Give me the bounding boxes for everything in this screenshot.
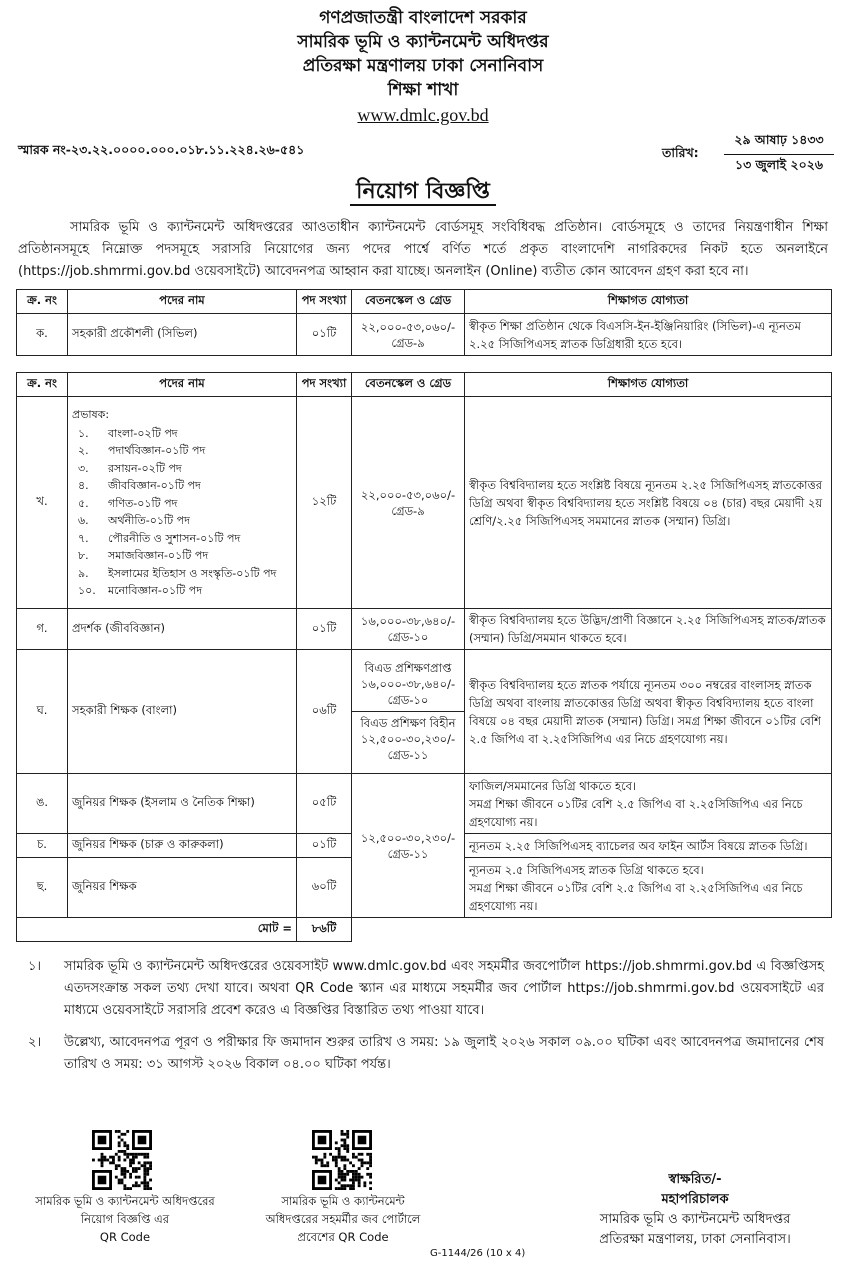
row-post: জুনিয়র শিক্ষক (ইসলাম ও নৈতিক শিক্ষা) [68, 774, 297, 834]
footer [0, 1130, 846, 1270]
intro-paragraph: সামরিক ভূমি ও ক্যান্টনমেন্ট অধিদপ্তরের আওতাধীন ক্যান্টনমেন্ট বোর্ডসমূহ সংবিধিবদ্ধ প্রতিষ্ঠান। বোর্ডসমূহে ও তাদের নিয়ন্ত্রণাধীন শিক্ষা প্রতিষ্ঠানসমূহে নিম্নোক্ত পদসমূহে সরাসরি নিয়োগের জন্য পদের পার্শ্বে বর্ণিত শর্তে প্রকৃত বাংলাদেশি নাগরিকদের নিকট হতে অনলাইনে (https://job.shmrmi.gov.bd ওয়েবসাইটে) আবেদনপত্র আহ্বান করা যাচ্ছে। অনলাইন (Online) ব্যতীত কোন আবেদন গ্রহণ করা হবে না। [18, 220, 828, 279]
pay-scale: ১৬,০০০-৩৮,৬৪০/- [360, 677, 456, 691]
subject-number: ১. [78, 426, 89, 440]
caption-line: প্রবেশের QR Code [297, 1230, 389, 1244]
qual-line: সমগ্র শিক্ষা জীবনে ০১টির বেশি ২.৫ জিপিএ বা ২.২৫সিজিপিএ এর নিচে গ্রহণযোগ্য নয়। [469, 880, 803, 913]
subject-text: সমাজবিজ্ঞান-০১টি পদ [108, 549, 209, 562]
post-table-1 [16, 289, 832, 356]
caption-line: সামরিক ভূমি ও ক্যান্টনমেন্ট [281, 1194, 405, 1208]
subject-number: ৪. [78, 479, 89, 492]
row-post: সহকারী প্রকৌশলী (সিভিল) [68, 314, 297, 356]
col-post: পদের নাম [68, 373, 297, 397]
note-number: ১। [28, 959, 42, 974]
pay-grade: গ্রেড-১০ [387, 693, 429, 707]
date-box [724, 132, 834, 177]
subject-item [72, 495, 292, 513]
pay-grade: গ্রেড-১১ [387, 748, 429, 762]
subject-text: অর্থনীতি-০১টি পদ [108, 514, 190, 527]
pay-grade: গ্রেড-৯ [391, 503, 425, 518]
subject-item [72, 477, 292, 495]
col-qual: শিক্ষাগত যোগ্যতা [465, 290, 832, 314]
subject-number: ৫. [78, 496, 89, 510]
directorate-name: সামরিক ভূমি ও ক্যান্টনমেন্ট অধিদপ্তর [297, 32, 549, 52]
row-sl: গ. [17, 609, 68, 650]
website-link[interactable]: www.dmlc.gov.bd [357, 105, 489, 125]
designation: মহাপরিচালক [661, 1192, 729, 1207]
row-post: প্রদর্শক (জীববিজ্ঞান) [68, 609, 297, 650]
row-count: ০১টি [297, 314, 352, 356]
note-number: ২। [28, 1035, 42, 1050]
total-value: ৮৬টি [297, 918, 352, 942]
subject-text: রসায়ন-০২টি পদ [108, 461, 182, 475]
qual-line: সমগ্র শিক্ষা জীবনে ০১টির বেশি ২.৫ জিপিএ বা ২.২৫সিজিপিএ এর নিচে গ্রহণযোগ্য নয়। [469, 796, 803, 829]
qual-line: ফাজিল/সমমানের ডিগ্রি থাকতে হবে। [469, 778, 637, 793]
table-row [17, 397, 832, 609]
date-english: ১৩ জুলাই ২০২৬ [734, 157, 824, 172]
note-item [22, 956, 824, 1022]
signed-mark: স্বাক্ষরিত/- [668, 1172, 722, 1187]
notice-qr-code-icon[interactable] [92, 1130, 152, 1190]
subject-item [72, 547, 292, 565]
subject-item [72, 512, 292, 530]
subject-number: ৬. [78, 514, 89, 527]
col-sl: ক্র. নং [17, 373, 68, 397]
qr1-caption [10, 1192, 240, 1246]
row-qual: স্বীকৃত বিশ্ববিদ্যালয় হতে সংশ্লিষ্ট বিষয়ে ন্যূনতম ২.২৫ সিজিপিএসহ স্নাতকোত্তর ডিগ্রি অথবা স্বীকৃত বিশ্ববিদ্যালয় হতে সংশ্লিষ্ট বিষয়ে ০৪ (চার) বছর মেয়াদী ২য় শ্রেণি/২.২৫ সিজিপিএসহ সমমানের স্নাতক (সম্মান) ডিগ্রি। [465, 397, 832, 609]
pay-label: বিএড প্রশিক্ষণপ্রাপ্ত [364, 661, 452, 675]
caption-line: QR Code [99, 1230, 151, 1244]
row-post: সহকারী শিক্ষক (বাংলা) [68, 650, 297, 774]
pay-scale: ১২,৫০০-৩০,২৩০/- [360, 732, 456, 746]
row-count: ০১টি [297, 834, 352, 858]
subject-list [72, 425, 292, 600]
pay-option-no-bed [352, 712, 464, 766]
subject-item [72, 582, 292, 600]
row-sl: ক. [17, 314, 68, 356]
date-bangla: ২৯ আষাঢ় ১৪৩৩ [724, 132, 834, 155]
row-post: জুনিয়র শিক্ষক [68, 858, 297, 918]
row-qual: স্বীকৃত বিশ্ববিদ্যালয় হতে উদ্ভিদ/প্রাণী বিজ্ঞানে ২.২৫ সিজিপিএসহ স্নাতক/স্নাতক (সম্মান) ডিগ্রি/সমমান থাকতে হবে। [465, 609, 832, 650]
signature-block [560, 1170, 830, 1250]
row-pay [352, 397, 465, 609]
row-pay [352, 609, 465, 650]
subject-text: জীববিজ্ঞান-০১টি পদ [108, 479, 201, 492]
row-count: ০৫টি [297, 774, 352, 834]
row-sl: ঘ. [17, 650, 68, 774]
subject-text: ইসলামের ইতিহাস ও সংস্কৃতি-০১টি পদ [108, 566, 277, 580]
pay-label: বিএড প্রশিক্ষণ বিহীন [360, 716, 456, 730]
subject-item [72, 442, 292, 460]
row-qual [465, 858, 832, 918]
total-label: মোট = [17, 918, 297, 942]
pay-grade: গ্রেড-১১ [387, 846, 429, 861]
col-count: পদ সংখ্যা [297, 373, 352, 397]
subject-text: পদার্থবিজ্ঞান-০১টি পদ [108, 444, 206, 457]
notes-section [22, 956, 824, 1076]
col-pay: বেতনস্কেল ও গ্রেড [352, 290, 465, 314]
total-blank [352, 918, 832, 942]
table-row [17, 609, 832, 650]
office-name: সামরিক ভূমি ও ক্যান্টনমেন্ট অধিদপ্তর [599, 1212, 791, 1227]
table-header-row [17, 290, 832, 314]
table-row [17, 650, 832, 774]
subject-item [72, 425, 292, 443]
qual-line: ন্যূনতম ২.৫ সিজিপিএসহ স্নাতক ডিগ্রি থাকতে হবে। [469, 862, 704, 877]
pay-scale: ২২,০০০-৫৩,০৬০/- [360, 487, 456, 502]
pay-grade: গ্রেড-৯ [391, 335, 425, 350]
ministry-address: প্রতিরক্ষা মন্ত্রণালয়, ঢাকা সেনানিবাস। [599, 1232, 791, 1247]
subject-text: মনোবিজ্ঞান-০১টি পদ [108, 584, 202, 597]
caption-line: অধিদপ্তরের সহমর্মীর জব পোর্টালে [265, 1212, 421, 1226]
pay-option-bed [352, 657, 464, 712]
notice-title [12, 174, 834, 211]
subject-item [72, 460, 292, 478]
date-label: তারিখ: [662, 145, 699, 160]
subject-number: ২. [78, 444, 89, 457]
subject-text: গণিত-০১টি পদ [108, 496, 178, 510]
memo-number: স্মারক নং-২৩.২২.০০০০.০০০.০১৮.১১.২২৪.২৬-৫৪১ [18, 142, 305, 157]
table-header-row [17, 373, 832, 397]
total-row [17, 918, 832, 942]
pay-grade: গ্রেড-১০ [387, 630, 429, 644]
subject-number: ১০. [78, 584, 96, 597]
row-count: ০১টি [297, 609, 352, 650]
govt-name: গণপ্রজাতন্ত্রী বাংলাদেশ সরকার [319, 8, 527, 28]
row-post [68, 397, 297, 609]
row-pay [352, 314, 465, 356]
row-qual: স্বীকৃত বিশ্ববিদ্যালয় হতে স্নাতক পর্যায়ে ন্যূনতম ৩০০ নম্বরের বাংলাসহ স্নাতক ডিগ্রি অথবা বাংলায় স্নাতকোত্তর ডিগ্রি অথবা স্বীকৃত বিশ্ববিদ্যালয় হতে বাংলা বিষয়ে ০৪ বছর মেয়াদী স্নাতক (সম্মান) ডিগ্রি। সমগ্র শিক্ষা জীবনে ০১টির বেশি ২.৫ জিপিএ বা ২.২৫সিজিপিএ এর নিচে গ্রহণযোগ্য নয়। [465, 650, 832, 774]
reference-row [12, 132, 834, 172]
qr2-caption [236, 1192, 450, 1246]
col-qual: শিক্ষাগত যোগ্যতা [465, 373, 832, 397]
row-sl: ঙ. [17, 774, 68, 834]
row-qual: স্বীকৃত শিক্ষা প্রতিষ্ঠান থেকে বিএসসি-ইন-ইঞ্জিনিয়ারিং (সিভিল)-এ ন্যূনতম ২.২৫ সিজিপিএসহ স্নাতক ডিগ্রিধারী হতে হবে। [465, 314, 832, 356]
ministry-name: প্রতিরক্ষা মন্ত্রণালয় ঢাকা সেনানিবাস [302, 56, 544, 76]
note-text: উল্লেখ্য, আবেদনপত্র পূরণ ও পরীক্ষার ফি জমাদান শুরুর তারিখ ও সময়: ১৯ জুলাই ২০২৬ সকাল ০৯.০০ ঘটিকা এবং আবেদনপত্র জমাদানের শেষ তারিখ ও সময়: ৩১ আগস্ট ২০২৬ বিকাল ০৪.০০ ঘটিকা পর্যন্ত। [64, 1035, 824, 1072]
col-count: পদ সংখ্যা [297, 290, 352, 314]
table-row [17, 774, 832, 834]
subject-number: ৩. [78, 461, 89, 475]
row-count: ১২টি [297, 397, 352, 609]
row-pay-shared [352, 774, 465, 918]
row-post: জুনিয়র শিক্ষক (চারু ও কারুকলা) [68, 834, 297, 858]
subject-item [72, 530, 292, 548]
subject-number: ৮. [78, 549, 89, 562]
post-table-2 [16, 372, 832, 942]
subject-item [72, 565, 292, 583]
subject-number: ৯. [78, 566, 89, 580]
subject-text: পৌরনীতি ও সুশাসন-০১টি পদ [108, 531, 241, 545]
subject-number: ৭. [78, 531, 89, 545]
row-qual: ন্যূনতম ২.২৫ সিজিপিএসহ ব্যাচেলর অব ফাইন আর্টস বিষয়ে স্নাতক ডিগ্রি। [465, 834, 832, 858]
caption-line: নিয়োগ বিজ্ঞপ্তি এর [80, 1212, 170, 1226]
col-post: পদের নাম [68, 290, 297, 314]
col-sl: ক্র. নং [17, 290, 68, 314]
section-name: শিক্ষা শাখা [387, 80, 459, 100]
job-portal-qr-code-icon[interactable] [312, 1130, 372, 1190]
row-sl: ছ. [17, 858, 68, 918]
row-qual [465, 774, 832, 834]
subject-text: বাংলা-০২টি পদ [108, 426, 178, 440]
pay-scale: ১২,৫০০-৩০,২৩০/- [360, 830, 456, 845]
row-pay [352, 650, 465, 774]
col-pay: বেতনস্কেল ও গ্রেড [352, 373, 465, 397]
row-count: ৬০টি [297, 858, 352, 918]
row-count: ০৬টি [297, 650, 352, 774]
notice-title-text: নিয়োগ বিজ্ঞপ্তি [350, 179, 496, 206]
pay-scale: ১৬,০০০-৩৮,৬৪০/- [360, 614, 456, 628]
row-sl: চ. [17, 834, 68, 858]
note-text: সামরিক ভূমি ও ক্যান্টনমেন্ট অধিদপ্তরের ওয়েবসাইট www.dmlc.gov.bd এবং সহমর্মীর জবপোর্টাল https://job.shmrmi.gov.bd এ বিজ্ঞপ্তিসহ এতদসংক্রান্ত সকল তথ্য দেখা যাবে। অথবা QR Code স্ক্যান এর মাধ্যমে সহমর্মীর জব পোর্টাল https://job.shmrmi.gov.bd ওয়েবসাইটে এর মাধ্যমে ওয়েবসাইটে সরাসরি প্রবেশ করেও এ বিজ্ঞপ্তির বিস্তারিত তথ্য পাওয়া যাবে। [64, 959, 824, 1018]
caption-line: সামরিক ভূমি ও ক্যান্টনমেন্ট অধিদপ্তরের [35, 1194, 215, 1208]
letterhead [12, 0, 834, 128]
row-sl: খ. [17, 397, 68, 609]
note-item [22, 1032, 824, 1076]
pay-scale: ২২,০০০-৫৩,০৬০/- [360, 319, 456, 334]
table-row [17, 314, 832, 356]
lecturer-heading: প্রভাষক: [72, 407, 110, 421]
print-code: G-1144/26 (10 x 4) [430, 1248, 526, 1259]
